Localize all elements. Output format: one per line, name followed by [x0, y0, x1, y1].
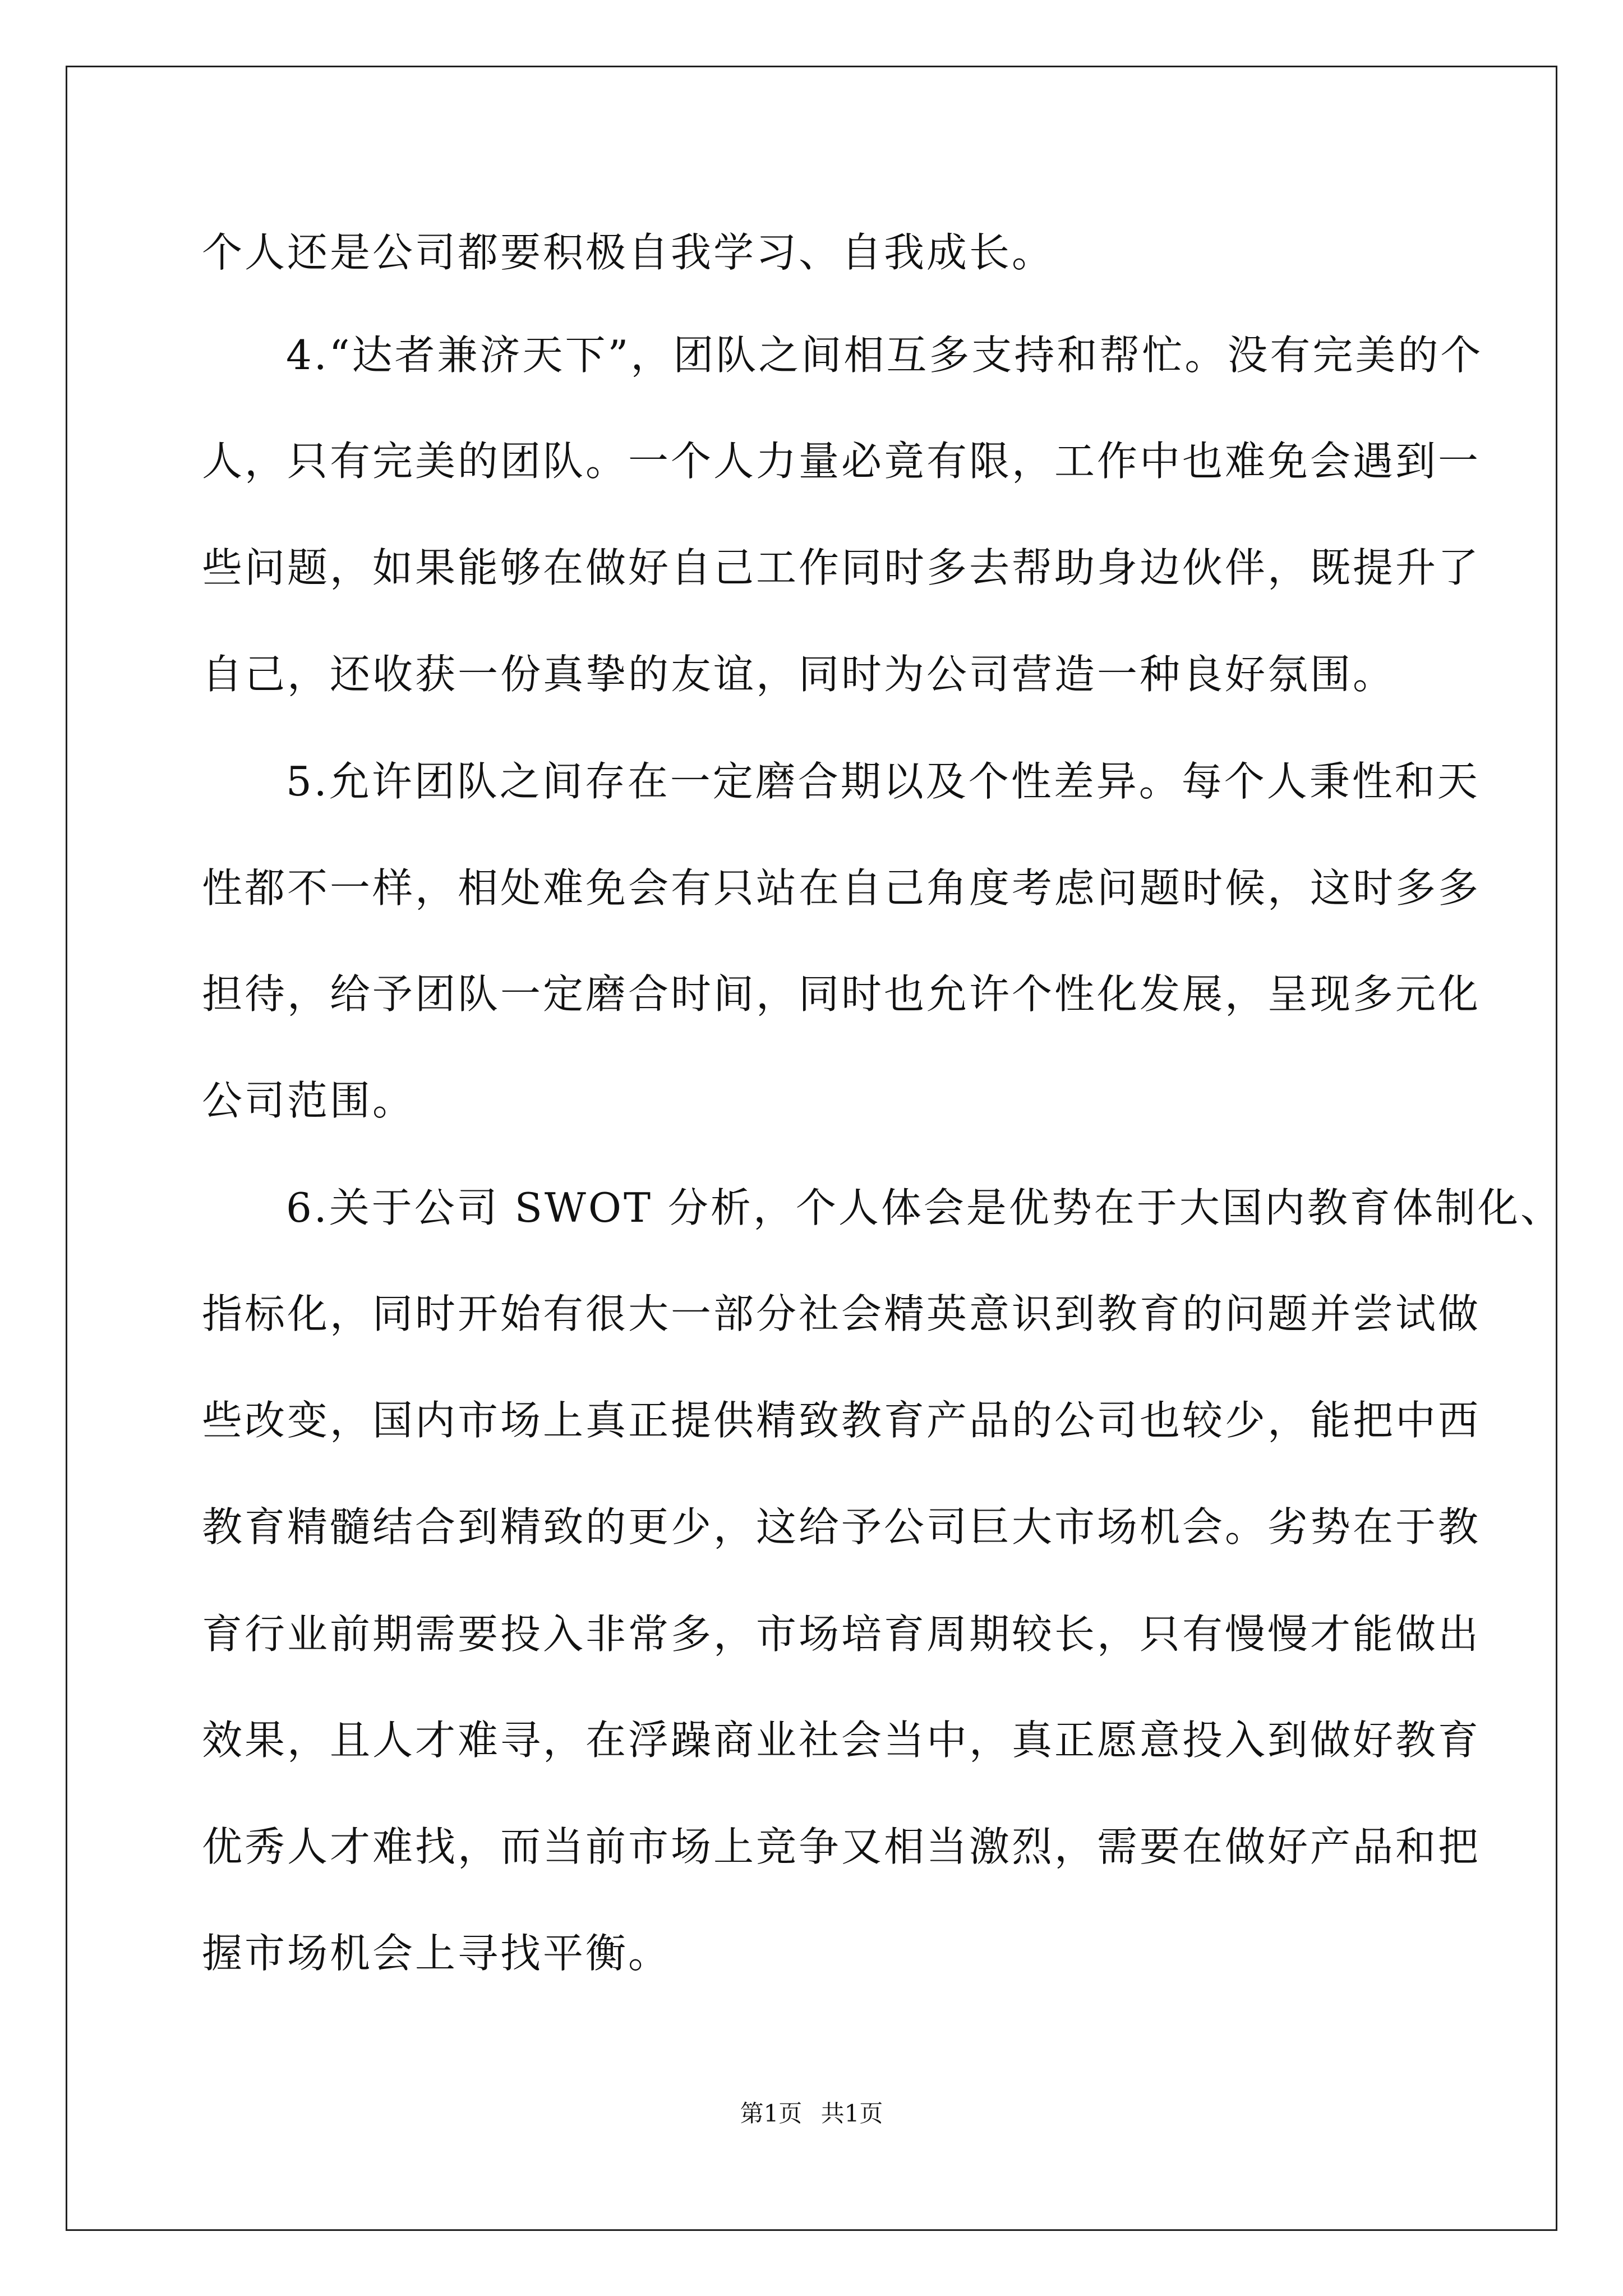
page-total: 共1页 — [820, 2100, 883, 2127]
page-border — [66, 66, 1557, 2231]
text-line: 些改变，国内市场上真正提供精致教育产品的公司也较少，能把中西 — [202, 1397, 1481, 1444]
text-line: 效果，且人才难寻，在浮躁商业社会当中，真正愿意投入到做好教育 — [202, 1717, 1481, 1764]
text-line: 些问题，如果能够在做好自己工作同时多去帮助身边伙伴，既提升了 — [202, 544, 1481, 591]
paragraph-4-line: 4.“达者兼济天下”，团队之间相互多支持和帮忙。没有完美的个 — [286, 332, 1483, 379]
text-line: 教育精髓结合到精致的更少，这给予公司巨大市场机会。劣势在于教 — [202, 1503, 1481, 1550]
text-line: 育行业前期需要投入非常多，市场培育周期较长，只有慢慢才能做出 — [202, 1611, 1481, 1658]
text-line: 公司范围。 — [202, 1077, 416, 1124]
text-line: 优秀人才难找，而当前市场上竞争又相当激烈，需要在做好产品和把 — [202, 1823, 1481, 1870]
page-footer — [0, 2097, 1623, 2131]
text-line: 人，只有完美的团队。一个人力量必竟有限，工作中也难免会遇到一 — [202, 438, 1481, 485]
paragraph-5-line: 5.允许团队之间存在一定磨合期以及个性差异。每个人秉性和天 — [286, 758, 1480, 805]
text-line: 担待，给予团队一定磨合时间，同时也允许个性化发展，呈现多元化 — [202, 970, 1481, 1018]
page-number: 第1页 — [740, 2100, 803, 2127]
text-line: 自己，还收获一份真挚的友谊，同时为公司营造一种良好氛围。 — [202, 651, 1396, 698]
paragraph-6-line: 6.关于公司 SWOT 分析，个人体会是优势在于大国内教育体制化、 — [286, 1184, 1563, 1231]
text-line: 个人还是公司都要积极自我学习、自我成长。 — [202, 229, 1055, 276]
text-line: 握市场机会上寻找平衡。 — [202, 1930, 671, 1977]
text-line: 性都不一样，相处难免会有只站在自己角度考虑问题时候，这时多多 — [202, 864, 1481, 912]
text-line: 指标化，同时开始有很大一部分社会精英意识到教育的问题并尝试做 — [202, 1290, 1481, 1337]
